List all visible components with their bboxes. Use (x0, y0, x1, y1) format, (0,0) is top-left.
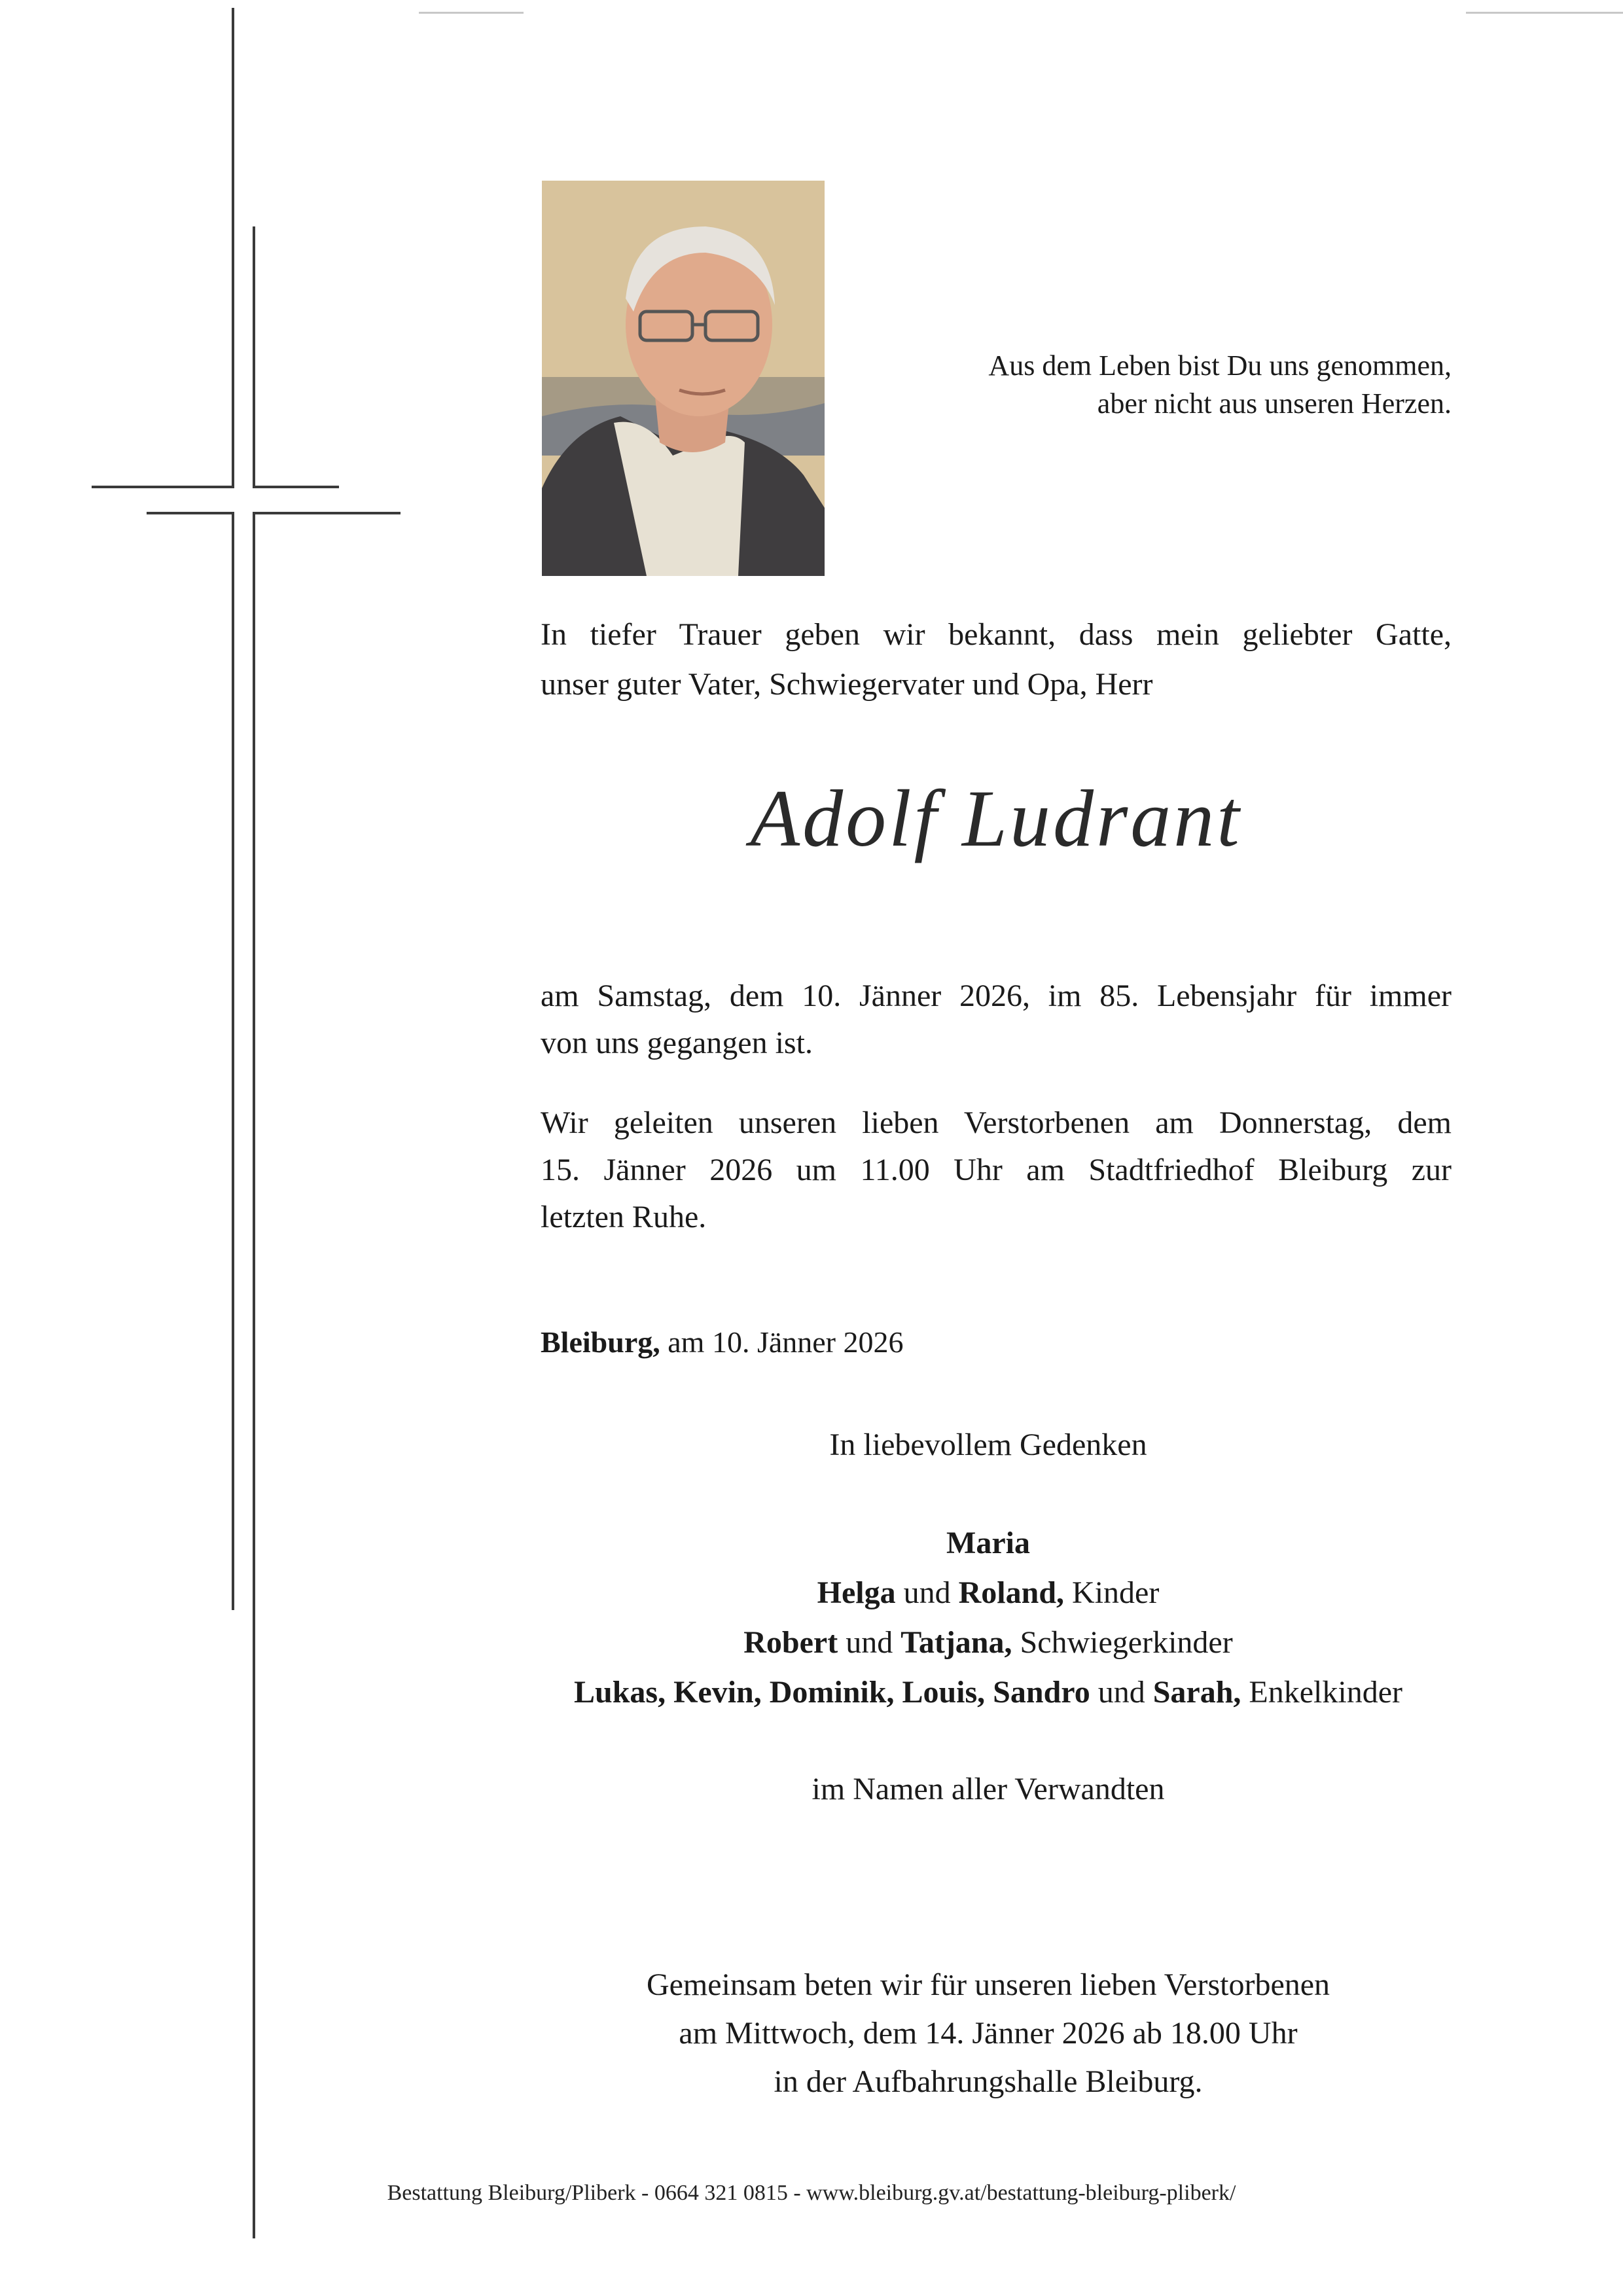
prayer-line-3: in der Aufbahrungshalle Bleiburg. (774, 2064, 1203, 2099)
grandchild-names: Lukas, Kevin, Dominik, Louis, Sandro (573, 1675, 1090, 1710)
family-grandchildren (484, 1674, 1492, 1710)
intro-line-2: unser guter Vater, Schwiegervater und Opa, Herr (541, 667, 1153, 702)
child-name-2: Roland, (958, 1575, 1065, 1610)
cross-vertical-left-lower (232, 513, 234, 1610)
announcement-intro (541, 610, 1452, 709)
top-edge-mark-right (1466, 12, 1623, 14)
portrait-photo-icon (542, 181, 825, 576)
motto-line-2: aber nicht aus unseren Herzen. (1097, 387, 1452, 420)
relatives-line: im Namen aller Verwandten (812, 1772, 1165, 1806)
in-law-name-1: Robert (743, 1625, 838, 1660)
passing-paragraph (541, 973, 1452, 1067)
funeral-line-3: letzten Ruhe. (541, 1200, 707, 1234)
footer-contact: Bestattung Bleiburg/Pliberk - 0664 321 0815 - www.bleiburg.gv.at/bestattung-bleiburg-pliberk/ (387, 2181, 1236, 2205)
passing-line-2: von uns gegangen ist. (541, 1026, 813, 1060)
family-in-laws (484, 1624, 1492, 1660)
prayer-line-2: am Mittwoch, dem 14. Jänner 2026 ab 18.00 Uhr (679, 2016, 1298, 2051)
conjunction: und (895, 1575, 959, 1610)
cross-vertical-right-lower (253, 513, 255, 2238)
passing-line-1: am Samstag, dem 10. Jänner 2026, im 85. Lebensjahr für immer (541, 978, 1452, 1013)
date-text: am 10. Jänner 2026 (660, 1325, 904, 1359)
motto-line-1: Aus dem Leben bist Du uns genommen, (988, 350, 1452, 382)
prayer-line-1: Gemeinsam beten wir für unseren lieben Verstorbenen (646, 1967, 1330, 2002)
cross-bar-lower-left (147, 512, 234, 514)
portrait-photo (542, 181, 825, 576)
cross-vertical-right (253, 226, 255, 487)
role-label: Kinder (1064, 1575, 1160, 1610)
intro-line-1: In tiefer Trauer geben wir bekannt, dass mein geliebter Gatte, (541, 617, 1452, 652)
family-children (484, 1575, 1492, 1611)
spouse-name: Maria (946, 1526, 1030, 1560)
cross-bar-upper-right (253, 486, 339, 488)
funeral-paragraph (541, 1100, 1452, 1241)
family-spouse (484, 1525, 1492, 1561)
child-name-1: Helga (817, 1575, 896, 1610)
conjunction: und (838, 1625, 901, 1660)
place-name: Bleiburg, (541, 1325, 660, 1359)
top-edge-mark-left (419, 12, 524, 14)
cross-bar-upper-left (92, 486, 234, 488)
role-label: Schwiegerkinder (1012, 1625, 1233, 1660)
motto (785, 347, 1452, 423)
deceased-name: Adolf Ludrant (750, 774, 1242, 863)
role-label: Enkelkinder (1241, 1675, 1402, 1710)
cross-vertical-left (232, 8, 234, 487)
prayer-notice (484, 1961, 1492, 2106)
funeral-line-2: 15. Jänner 2026 um 11.00 Uhr am Stadtfriedhof Bleiburg zur (541, 1153, 1452, 1187)
remembrance: In liebevollem Gedenken (829, 1427, 1147, 1462)
conjunction: und (1090, 1675, 1153, 1710)
cross-bar-lower-right (253, 512, 401, 514)
grandchild-last: Sarah, (1152, 1675, 1241, 1710)
funeral-line-1: Wir geleiten unseren lieben Verstorbenen am Donnerstag, dem (541, 1105, 1452, 1140)
place-date (541, 1325, 904, 1359)
in-law-name-2: Tatjana, (901, 1625, 1012, 1660)
